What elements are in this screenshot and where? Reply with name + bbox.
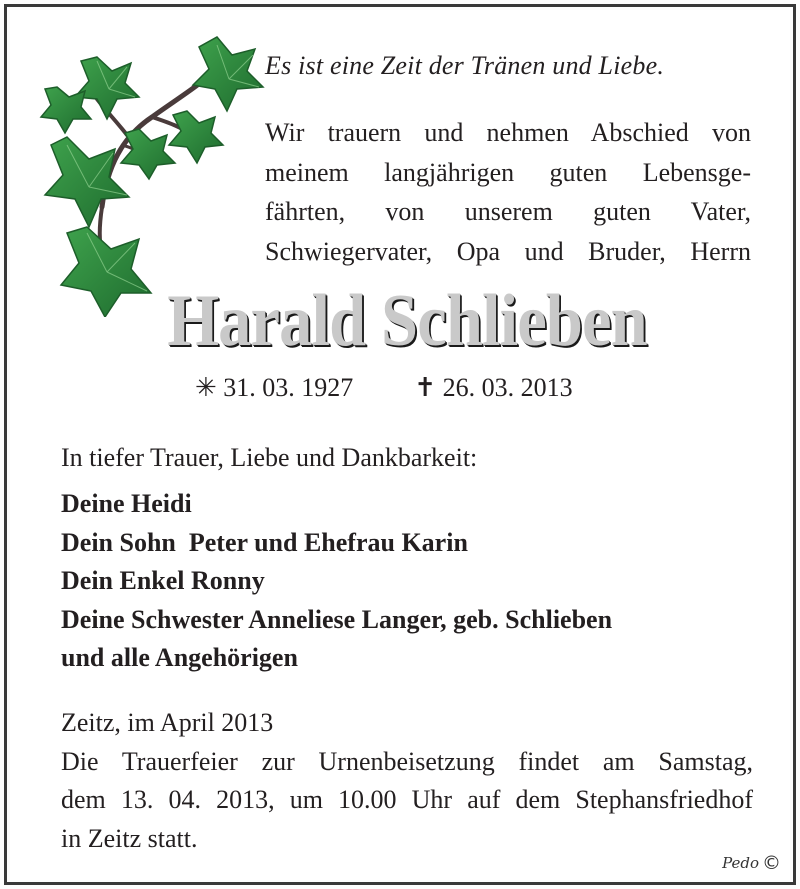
deceased-name: Harald Schlieben — [167, 280, 647, 362]
family-member: Dein Sohn Peter und Ehefrau Karin — [61, 527, 468, 557]
ivy-leaves-illustration — [27, 27, 267, 317]
death-date: 26. 03. 2013 — [442, 373, 573, 402]
closing-line: in Zeitz statt. — [61, 823, 198, 853]
birth-date: 31. 03. 1927 — [223, 373, 354, 402]
intro-line: meinem langjährigen guten Lebensge- — [265, 157, 751, 187]
intro-paragraph — [265, 113, 751, 271]
intro-line: Schwiegervater, Opa und Bruder, Herrn — [265, 236, 751, 266]
birth-star-icon: ✳ — [195, 373, 217, 402]
closing-line: Zeitz, im April 2013 — [61, 708, 274, 737]
family-list — [61, 485, 612, 678]
family-member: Deine Schwester Anneliese Langer, geb. Schlieben — [61, 604, 613, 634]
closing-paragraph — [61, 704, 753, 858]
grief-line: In tiefer Trauer, Liebe und Dankbarkeit: — [61, 443, 478, 472]
death-cross-icon: ✝ — [414, 373, 437, 402]
intro-line: fährten, von unserem guten Vater, — [265, 197, 751, 226]
designer-credit: Pedo — [722, 854, 759, 872]
motto-line: Es ist eine Zeit der Tränen und Liebe. — [265, 51, 665, 80]
family-member: Deine Heidi — [61, 489, 192, 518]
copyright-icon: © — [762, 852, 781, 874]
family-member: Dein Enkel Ronny — [61, 566, 265, 595]
closing-line: Die Trauerfeier zur Urnenbeisetzung findet am Samstag, — [61, 746, 753, 776]
family-member: und alle Angehörigen — [61, 643, 298, 672]
life-dates — [195, 373, 573, 403]
intro-line: Wir trauern und nehmen Abschied von — [265, 118, 751, 147]
notice-frame — [4, 4, 796, 885]
closing-line: dem 13. 04. 2013, um 10.00 Uhr auf dem Stephansfriedhof — [61, 785, 753, 814]
